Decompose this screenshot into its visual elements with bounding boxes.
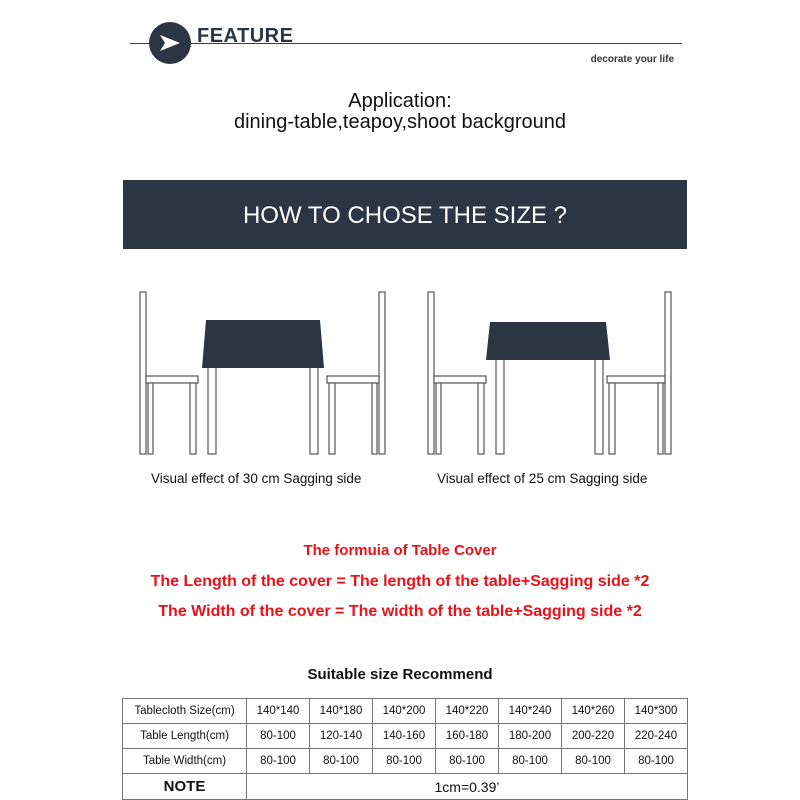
play-arrow-icon — [149, 22, 191, 64]
table-cell: 140*140 — [247, 699, 310, 724]
formula-title: The formuia of Table Cover — [303, 542, 497, 559]
table-cell: 220-240 — [625, 724, 688, 749]
table-cell: 80-100 — [625, 749, 688, 774]
table-cell: 80-100 — [562, 749, 625, 774]
table-row — [123, 699, 688, 724]
table-illustration-25cm — [420, 290, 690, 460]
table-cell: 80-100 — [310, 749, 373, 774]
table-row — [123, 724, 688, 749]
note-value: 1cm=0.39’ — [247, 774, 688, 800]
table-cell: 80-100 — [247, 749, 310, 774]
table-cell: 120-140 — [310, 724, 373, 749]
formula-width: The Width of the cover = The width of the table+Sagging side *2 — [158, 603, 642, 620]
table-cell: 140*260 — [562, 699, 625, 724]
table-cell: 80-100 — [373, 749, 436, 774]
table-cell: 80-100 — [499, 749, 562, 774]
table-cell: 80-100 — [247, 724, 310, 749]
note-label: NOTE — [123, 774, 247, 800]
size-table-title: Suitable size Recommend — [307, 666, 493, 683]
table-cell: 140*240 — [499, 699, 562, 724]
table-illustration-30cm — [130, 290, 400, 460]
table-cell: 140*220 — [436, 699, 499, 724]
table-cell: 80-100 — [436, 749, 499, 774]
table-cell: 140*200 — [373, 699, 436, 724]
feature-badge — [149, 22, 191, 64]
application-label: Application: — [348, 90, 452, 112]
table-row — [123, 749, 688, 774]
banner-title: HOW TO CHOSE THE SIZE ? — [242, 202, 568, 229]
table-cell: 160-180 — [436, 724, 499, 749]
table-cell: 140*180 — [310, 699, 373, 724]
tagline: decorate your life — [590, 54, 674, 65]
table-cell: 200-220 — [562, 724, 625, 749]
table-row-note — [123, 774, 688, 800]
table-cell: 180-200 — [499, 724, 562, 749]
formula-length: The Length of the cover = The length of the table+Sagging side *2 — [150, 573, 650, 590]
application-uses: dining-table,teapoy,shoot background — [233, 111, 567, 133]
row-label: Tablecloth Size(cm) — [123, 699, 247, 724]
row-label: Table Width(cm) — [123, 749, 247, 774]
feature-title: FEATURE — [197, 25, 294, 47]
table-cell: 140*300 — [625, 699, 688, 724]
table-cell: 140-160 — [373, 724, 436, 749]
caption-25cm: Visual effect of 25 cm Sagging side — [437, 471, 648, 486]
size-table — [122, 698, 688, 800]
row-label: Table Length(cm) — [123, 724, 247, 749]
size-banner — [123, 180, 687, 249]
caption-30cm: Visual effect of 30 cm Sagging side — [151, 471, 362, 486]
